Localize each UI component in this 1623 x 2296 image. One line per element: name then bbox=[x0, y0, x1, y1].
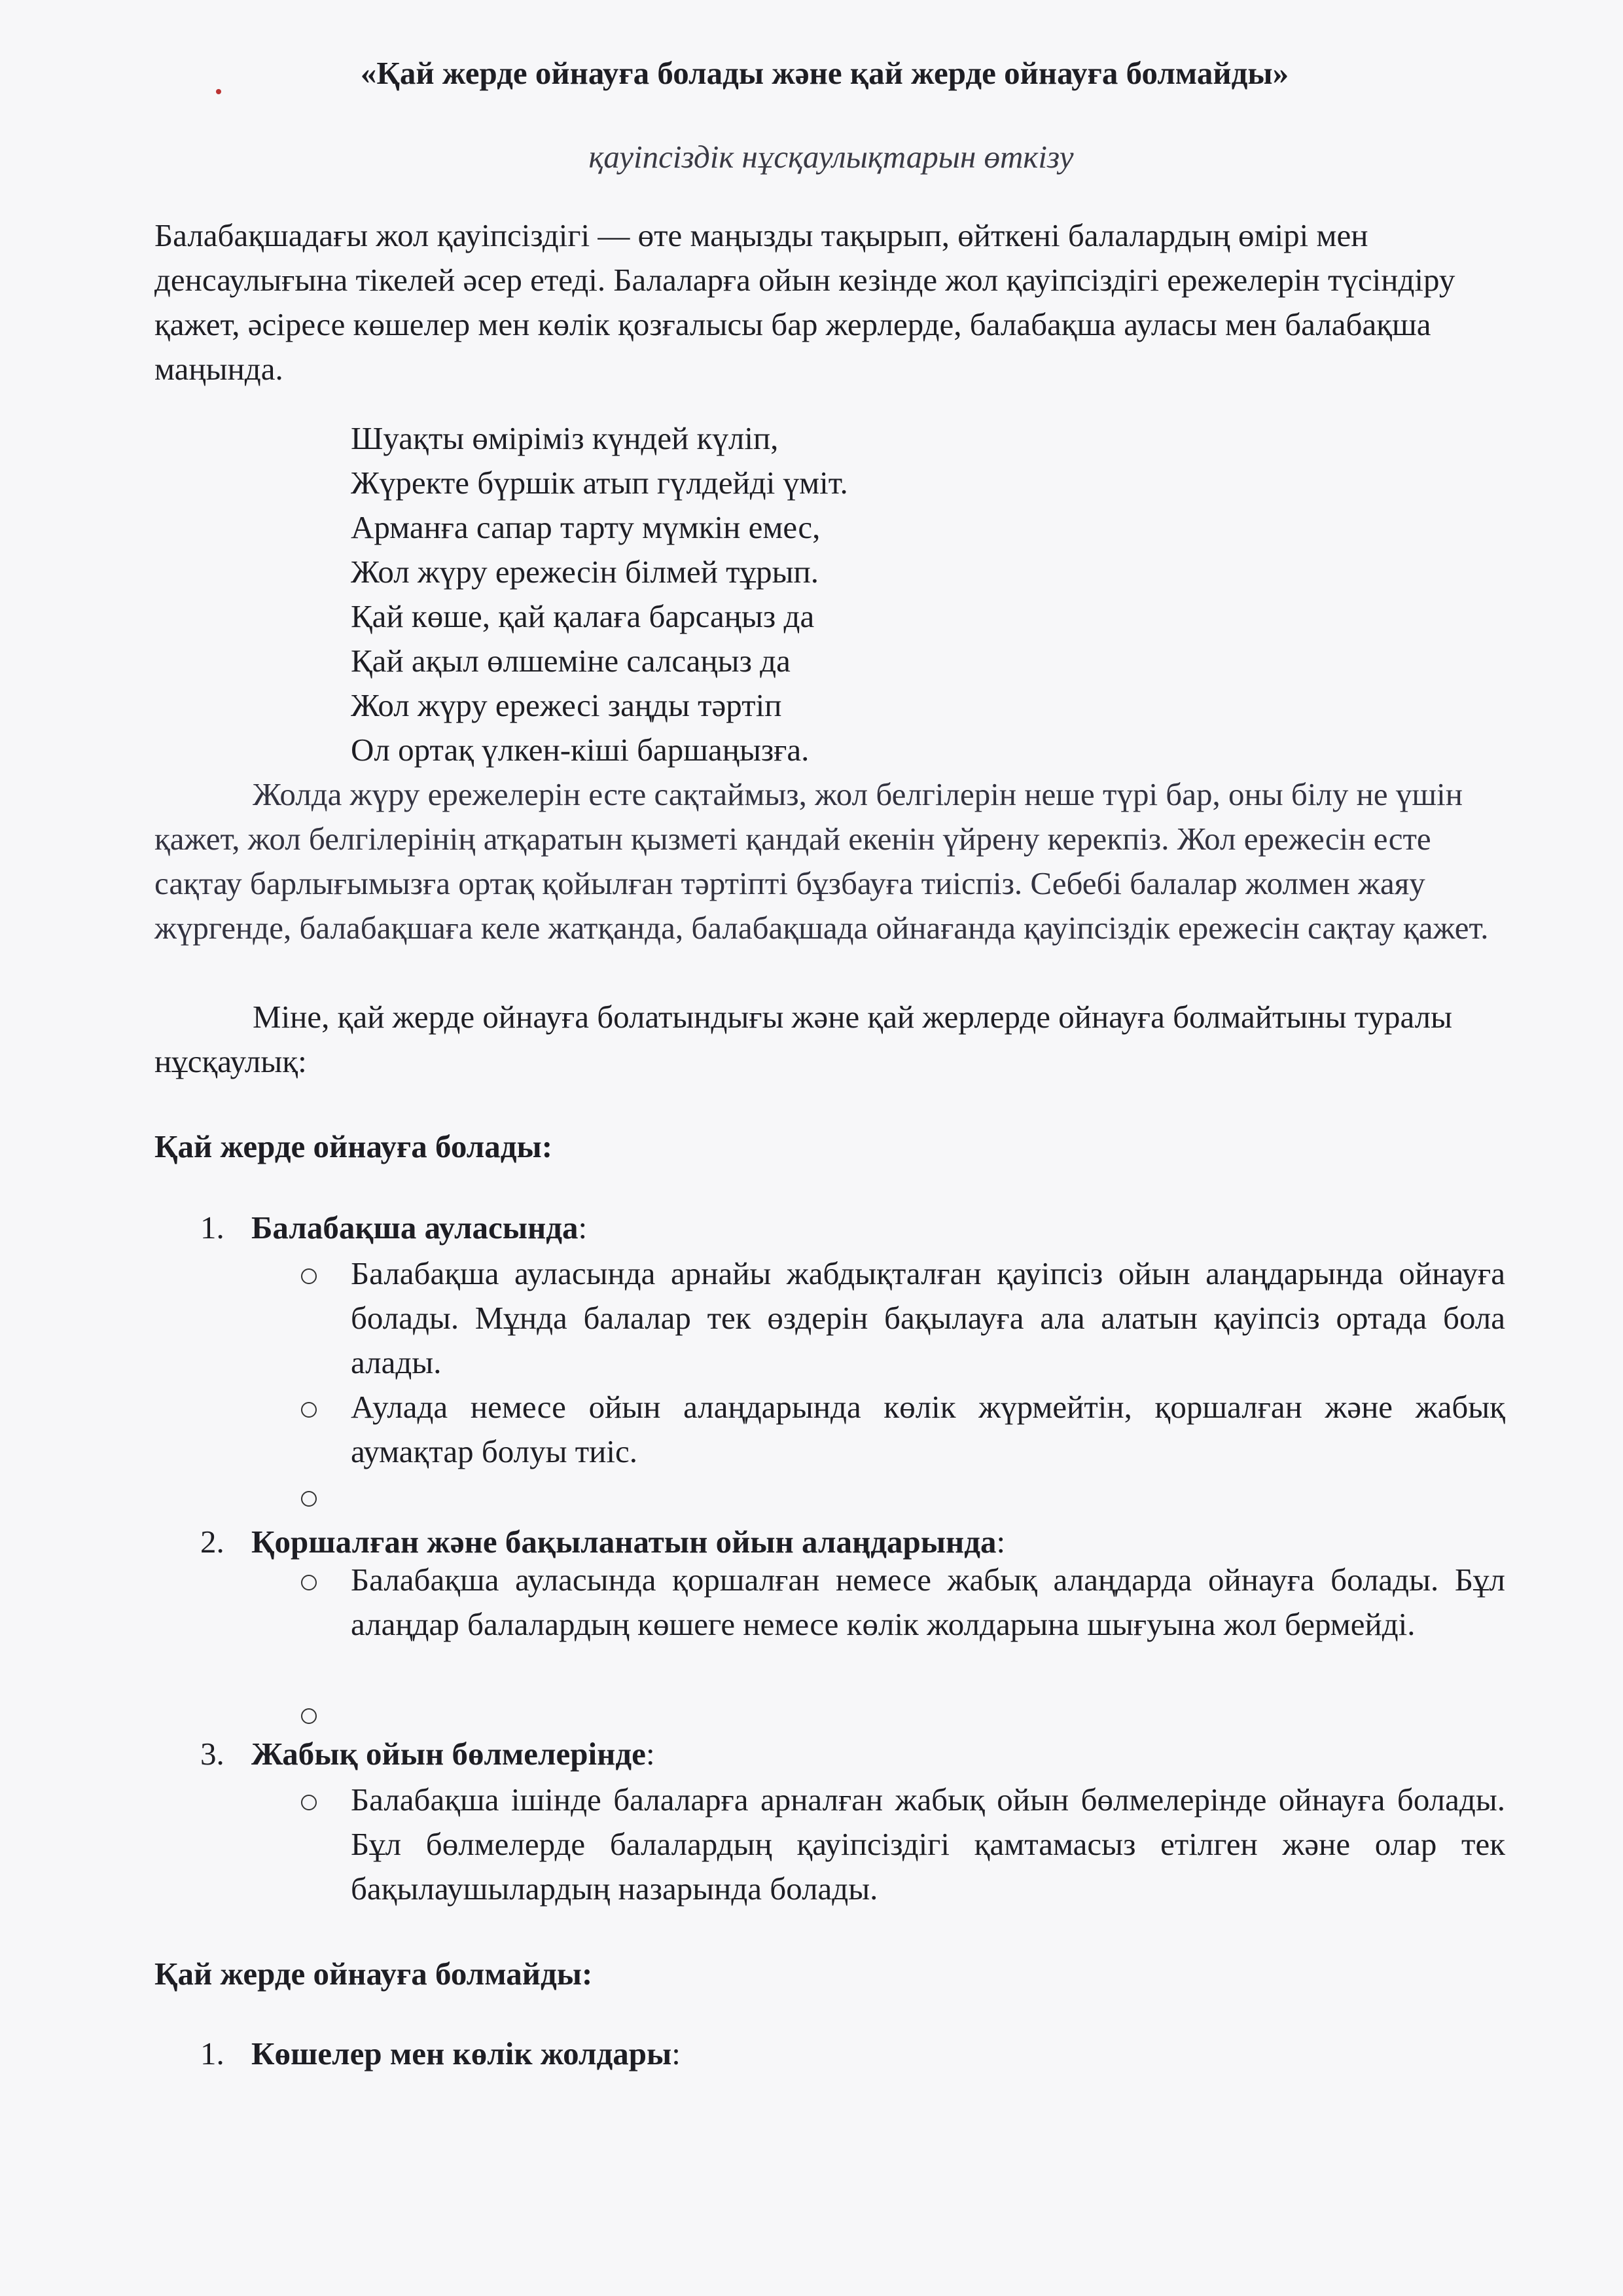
poem-line: Шуақты өміріміз күндей күліп, bbox=[351, 420, 779, 456]
numbered-item bbox=[200, 2034, 681, 2073]
circle-bullet-icon bbox=[301, 1575, 317, 1590]
section-heading-cannot-play: Қай жерде ойнауға болмайды: bbox=[154, 1956, 593, 1992]
circle-bullet-icon bbox=[301, 1795, 317, 1810]
poem-line: Қай көше, қай қалаға барсаңыз да bbox=[351, 598, 815, 634]
item-suffix: : bbox=[671, 2036, 681, 2072]
item-title: Қоршалған және бақыланатын ойын алаңдарында bbox=[251, 1524, 997, 1560]
numbered-item bbox=[200, 1522, 1005, 1562]
poem-line: Ол ортақ үлкен-кіші баршаңызға. bbox=[351, 732, 810, 768]
bullet-item: Аулада немесе ойын алаңдарында көлік жүрмейтін, қоршалған және жабық аумақтар болуы тиіс. bbox=[351, 1389, 1505, 1469]
section-heading-can-play: Қай жерде ойнауға болады: bbox=[154, 1128, 553, 1164]
paragraph-text: Жолда жүру ережелерін есте сақтаймыз, жол белгілерін неше түрі бар, оны білу не үшін қажет, жол белгілерінің атқаратын қызметі қандай екенін үйрену керекпіз. Жол ережесін есте сақтау барлығымызға ортақ қойылған тәртіпті бұзбауға тиіспіз. Себебі балалар жолмен жаяу жүргенде, балабақшаға келе жатқанда, балабақшада ойнағанда қауіпсіздік ережесін сақтау қажет. bbox=[154, 776, 1489, 946]
item-suffix: : bbox=[996, 1524, 1006, 1560]
poem-line: Жол жүру ережесі заңды тәртіп bbox=[351, 687, 782, 723]
item-number: 1. bbox=[200, 1210, 224, 1246]
document-subtitle: қауіпсіздік нұсқаулықтарын өткізу bbox=[588, 139, 1074, 175]
paragraph-text: Міне, қай жерде ойнауға болатындығы және қай жерлерде ойнауға болмайтыны туралы нұсқаулық: bbox=[154, 999, 1453, 1079]
circle-bullet-icon bbox=[301, 1708, 317, 1724]
bullet-item: Балабақша ауласында қоршалған немесе жабық алаңдарда ойнауға болады. Бұл алаңдар балалардың көшеге немесе көлік жолдарына шығуына жол бермейді. bbox=[351, 1562, 1505, 1642]
document-title: «Қай жерде ойнауға болады және қай жерде ойнауға болмайды» bbox=[360, 55, 1289, 91]
poem-line: Жүректе бүршік атып гүлдейді үміт. bbox=[351, 465, 848, 501]
numbered-item bbox=[200, 1208, 587, 1247]
numbered-item bbox=[200, 1734, 655, 1774]
circle-bullet-icon bbox=[301, 1268, 317, 1284]
circle-bullet-icon bbox=[301, 1491, 317, 1507]
circle-bullet-icon bbox=[301, 1402, 317, 1418]
item-number: 2. bbox=[200, 1524, 224, 1560]
item-suffix: : bbox=[578, 1210, 588, 1246]
item-number: 3. bbox=[200, 1736, 224, 1772]
item-number: 1. bbox=[200, 2036, 224, 2072]
item-title: Балабақша ауласында bbox=[251, 1210, 579, 1246]
item-suffix: : bbox=[645, 1736, 655, 1772]
paragraph-rules bbox=[154, 772, 1503, 950]
paragraph-guide bbox=[154, 995, 1503, 1084]
poem-line: Қай ақыл өлшеміне салсаңыз да bbox=[351, 643, 791, 679]
bullet-item: Балабақша ауласында арнайы жабдықталған қауіпсіз ойын алаңдарында ойнауға болады. Мұнда балалар тек өздерін бақылауға ала алатын қауіпсіз ортада бола алады. bbox=[351, 1255, 1505, 1380]
poem bbox=[351, 416, 848, 772]
poem-line: Жол жүру ережесін білмей тұрып. bbox=[351, 554, 819, 590]
bullet-item: Балабақша ішінде балаларға арналған жабық ойын бөлмелерінде ойнауға болады. Бұл бөлмелерде балалардың қауіпсіздігі қамтамасыз етілген және олар тек бақылаушылардың назарында болады. bbox=[351, 1782, 1505, 1907]
item-title: Көшелер мен көлік жолдары bbox=[251, 2036, 672, 2072]
item-title: Жабық ойын бөлмелерінде bbox=[251, 1736, 646, 1772]
poem-line: Арманға сапар тарту мүмкін емес, bbox=[351, 509, 821, 545]
intro-paragraph: Балабақшадағы жол қауіпсіздігі — өте маңызды тақырып, өйткені балалардың өмірі мен денсаулығына тікелей әсер етеді. Балаларға ойын кезінде жол қауіпсіздігі ережелерін түсіндіру қажет, әсіресе көшелер мен көлік қозғалысы бар жерлерде, балабақша ауласы мен балабақша маңында. bbox=[154, 217, 1455, 387]
